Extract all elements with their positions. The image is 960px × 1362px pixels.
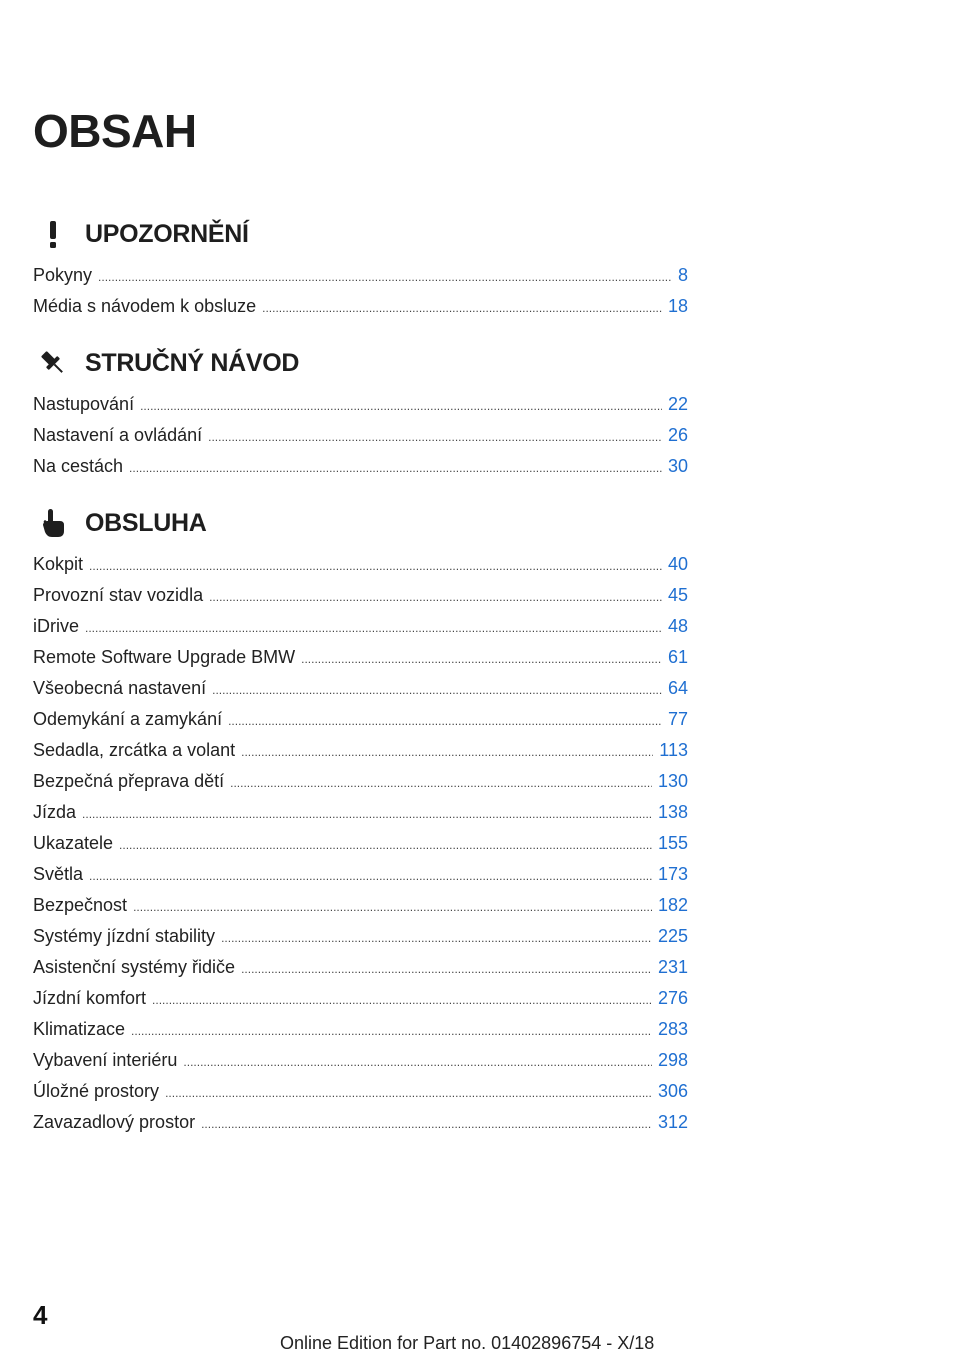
- toc-page-link[interactable]: 61: [667, 647, 688, 667]
- section-header: [33, 341, 688, 385]
- leader-dots: [201, 1109, 652, 1140]
- toc-entry-label: Světla: [33, 864, 84, 884]
- toc-entry-label: Nastupování: [33, 394, 135, 414]
- exclamation-icon: [33, 214, 73, 254]
- toc-entry[interactable]: [33, 389, 688, 420]
- toc-entry-label: Všeobecná nastavení: [33, 678, 207, 698]
- leader-dots: [183, 1047, 652, 1078]
- section-title: UPOZORNĚNÍ: [85, 219, 249, 248]
- toc-entry[interactable]: [33, 952, 688, 983]
- toc-entry[interactable]: [33, 1045, 688, 1076]
- toc-page-link[interactable]: 26: [667, 425, 688, 445]
- leader-dots: [209, 582, 662, 613]
- toc-entry-label: Remote Software Upgrade BMW: [33, 647, 296, 667]
- toc-entry[interactable]: [33, 735, 688, 766]
- leader-dots: [262, 293, 662, 324]
- section-header: [33, 501, 688, 545]
- leader-dots: [230, 768, 652, 799]
- toc-entry-label: Na cestách: [33, 456, 124, 476]
- toc-entry-label: Kokpit: [33, 554, 84, 574]
- toc-page-link[interactable]: 45: [667, 585, 688, 605]
- toc-entry-label: Klimatizace: [33, 1019, 126, 1039]
- toc-entry[interactable]: [33, 704, 688, 735]
- leader-dots: [140, 391, 662, 422]
- leader-dots: [165, 1078, 652, 1109]
- leader-dots: [221, 923, 652, 954]
- toc-entry[interactable]: [33, 766, 688, 797]
- page-number: 4: [33, 1300, 48, 1330]
- leader-dots: [89, 861, 652, 892]
- toc-entry[interactable]: [33, 611, 688, 642]
- toc-entry[interactable]: [33, 983, 688, 1014]
- toc-entry-media[interactable]: [33, 291, 688, 322]
- leader-dots: [212, 675, 662, 706]
- leader-dots: [208, 422, 662, 453]
- leader-dots: [129, 453, 662, 484]
- toc-entry[interactable]: [33, 1076, 688, 1107]
- pushpin-icon: [33, 343, 73, 383]
- toc-entry-label: Odemykání a zamykání: [33, 709, 223, 729]
- toc-entry-label: Pokyny: [33, 265, 93, 285]
- pointing-hand-icon: [33, 503, 73, 543]
- toc-page-link[interactable]: 173: [657, 864, 688, 884]
- toc-page-link[interactable]: 113: [659, 740, 688, 760]
- toc-page-link[interactable]: 231: [657, 957, 688, 977]
- toc-page-link[interactable]: 18: [667, 296, 688, 316]
- toc-entry[interactable]: [33, 580, 688, 611]
- toc-entry-label: Sedadla, zrcátka a volant: [33, 740, 236, 760]
- toc-entry-label: Zavazadlový prostor: [33, 1112, 196, 1132]
- toc-entry-label: Provozní stav vozidla: [33, 585, 204, 605]
- toc-entry-label: Bezpečnost: [33, 895, 128, 915]
- leader-dots: [98, 262, 672, 293]
- leader-dots: [228, 706, 662, 737]
- toc-entry[interactable]: [33, 1107, 688, 1138]
- toc-entry-label: Jízda: [33, 802, 77, 822]
- page-title: OBSAH: [33, 105, 197, 157]
- toc-page-link[interactable]: 283: [657, 1019, 688, 1039]
- toc-entry-label: Úložné prostory: [33, 1081, 160, 1101]
- toc-page-link[interactable]: 155: [657, 833, 688, 853]
- toc-page-link[interactable]: 225: [657, 926, 688, 946]
- toc-entry-label: Ukazatele: [33, 833, 114, 853]
- leader-dots: [119, 830, 652, 861]
- toc-page-link[interactable]: 64: [667, 678, 688, 698]
- toc-page-link[interactable]: 8: [677, 265, 688, 285]
- toc-page-link[interactable]: 77: [667, 709, 688, 729]
- toc-page-link[interactable]: 22: [667, 394, 688, 414]
- section-title: OBSLUHA: [85, 508, 207, 537]
- toc-entry[interactable]: [33, 1014, 688, 1045]
- toc-page-link[interactable]: 40: [667, 554, 688, 574]
- section-quick-guide: [33, 341, 688, 482]
- toc-page-link[interactable]: 306: [657, 1081, 688, 1101]
- footer-edition-note: Online Edition for Part no. 01402896754 - X/18: [280, 1333, 655, 1353]
- leader-dots: [241, 954, 652, 985]
- toc-page-link[interactable]: 30: [667, 456, 688, 476]
- toc-entry[interactable]: [33, 797, 688, 828]
- toc-page-link[interactable]: 312: [657, 1112, 688, 1132]
- toc-entry-label: Systémy jízdní stability: [33, 926, 216, 946]
- toc-page-link[interactable]: 130: [657, 771, 688, 791]
- toc-entry-label: Nastavení a ovládání: [33, 425, 203, 445]
- toc-entry[interactable]: [33, 549, 688, 580]
- leader-dots: [89, 551, 662, 582]
- leader-dots: [152, 985, 652, 1016]
- toc-entry[interactable]: [33, 673, 688, 704]
- toc-page-link[interactable]: 48: [667, 616, 688, 636]
- toc-entry[interactable]: [33, 451, 688, 482]
- section-warnings: [33, 212, 688, 322]
- leader-dots: [133, 892, 652, 923]
- leader-dots: [85, 613, 662, 644]
- toc-entry[interactable]: [33, 890, 688, 921]
- toc-page-link[interactable]: 276: [657, 988, 688, 1008]
- section-title: STRUČNÝ NÁVOD: [85, 348, 300, 377]
- toc-page-link[interactable]: 182: [657, 895, 688, 915]
- toc-entry-label: Média s návodem k obsluze: [33, 296, 257, 316]
- leader-dots: [241, 737, 653, 768]
- toc-entry-label: Bezpečná přeprava dětí: [33, 771, 225, 791]
- leader-dots: [131, 1016, 652, 1047]
- toc-entry[interactable]: [33, 921, 688, 952]
- toc-entry-label: Jízdní komfort: [33, 988, 147, 1008]
- toc-entry[interactable]: [33, 828, 688, 859]
- toc-page-link[interactable]: 298: [657, 1050, 688, 1070]
- section-operation: [33, 501, 688, 1138]
- toc-entry[interactable]: [33, 420, 688, 451]
- leader-dots: [301, 644, 662, 675]
- toc-entry[interactable]: [33, 859, 688, 890]
- toc-entry-label: iDrive: [33, 616, 80, 636]
- leader-dots: [82, 799, 652, 830]
- toc-entry-pokyny[interactable]: [33, 260, 688, 291]
- toc-entry-label: Vybavení interiéru: [33, 1050, 178, 1070]
- section-header: [33, 212, 688, 256]
- toc-page-link[interactable]: 138: [657, 802, 688, 822]
- toc-entry[interactable]: [33, 642, 688, 673]
- toc-entry-label: Asistenční systémy řidiče: [33, 957, 236, 977]
